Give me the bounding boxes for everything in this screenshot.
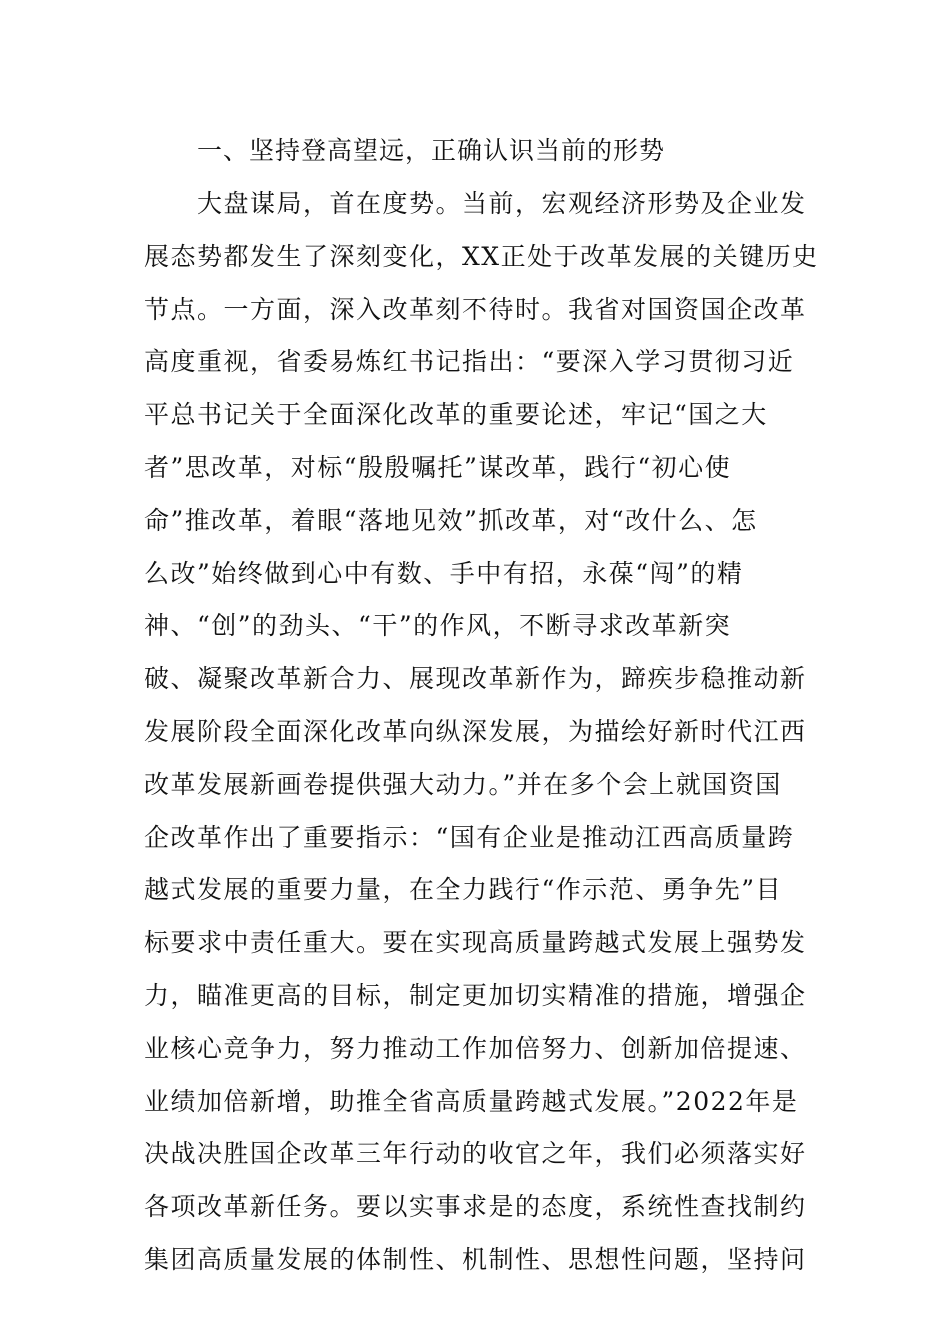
paragraph-line: 决战决胜国企改革三年行动的收官之年，我们必须落实好: [144, 1139, 807, 1169]
paragraph-line: 节点。一方面，深入改革刻不待时。我省对国资国企改革: [144, 294, 807, 324]
paragraph-line: 高度重视，省委易炼红书记指出：“要深入学习贯彻习近: [144, 347, 795, 377]
paragraph-line: 改革发展新画卷提供强大动力。”并在多个会上就国资国: [144, 769, 782, 799]
paragraph-line: 集团高质量发展的体制性、机制性、思想性问题，坚持问: [144, 1244, 807, 1274]
paragraph-line: 平总书记关于全面深化改革的重要论述，牢记“国之大: [144, 400, 768, 430]
section-heading: 一、坚持登高望远，正确认识当前的形势: [197, 136, 666, 165]
paragraph-line: 大盘谋局，首在度势。当前，宏观经济形势及企业发: [197, 189, 807, 218]
paragraph-line: 力，瞄准更高的目标，制定更加切实精准的措施，增强企: [144, 980, 807, 1010]
paragraph-line: 越式发展的重要力量，在全力践行“作示范、勇争先”目: [144, 875, 783, 905]
paragraph-line: 各项改革新任务。要以实事求是的态度，系统性查找制约: [144, 1192, 807, 1222]
paragraph-line: 发展阶段全面深化改革向纵深发展，为描绘好新时代江西: [144, 716, 807, 746]
paragraph-line: 么改”始终做到心中有数、手中有招，永葆“闯”的精: [144, 558, 744, 588]
paragraph-line: 企改革作出了重要指示：“国有企业是推动江西高质量跨: [144, 822, 795, 852]
paragraph-line: 展态势都发生了深刻变化，XX正处于改革发展的关键历史: [144, 241, 819, 271]
paragraph-line: 神、“创”的劲头、“干”的作风，不断寻求改革新突: [144, 611, 732, 641]
paragraph-line: 标要求中责任重大。要在实现高质量跨越式发展上强势发: [144, 928, 807, 958]
body-paragraph: [144, 178, 819, 1287]
paragraph-line: 命”推改革，着眼“落地见效”抓改革，对“改什么、怎: [144, 505, 758, 535]
paragraph-line: 者”思改革，对标“殷殷嘱托”谋改革，践行“初心使: [144, 452, 732, 482]
paragraph-line: 破、凝聚改革新合力、展现改革新作为，蹄疾步稳推动新: [144, 664, 807, 694]
paragraph-line: 业核心竞争力，努力推动工作加倍努力、创新加倍提速、: [144, 1033, 807, 1063]
paragraph-line: 业绩加倍新增，助推全省高质量跨越式发展。”2022年是: [144, 1086, 799, 1116]
